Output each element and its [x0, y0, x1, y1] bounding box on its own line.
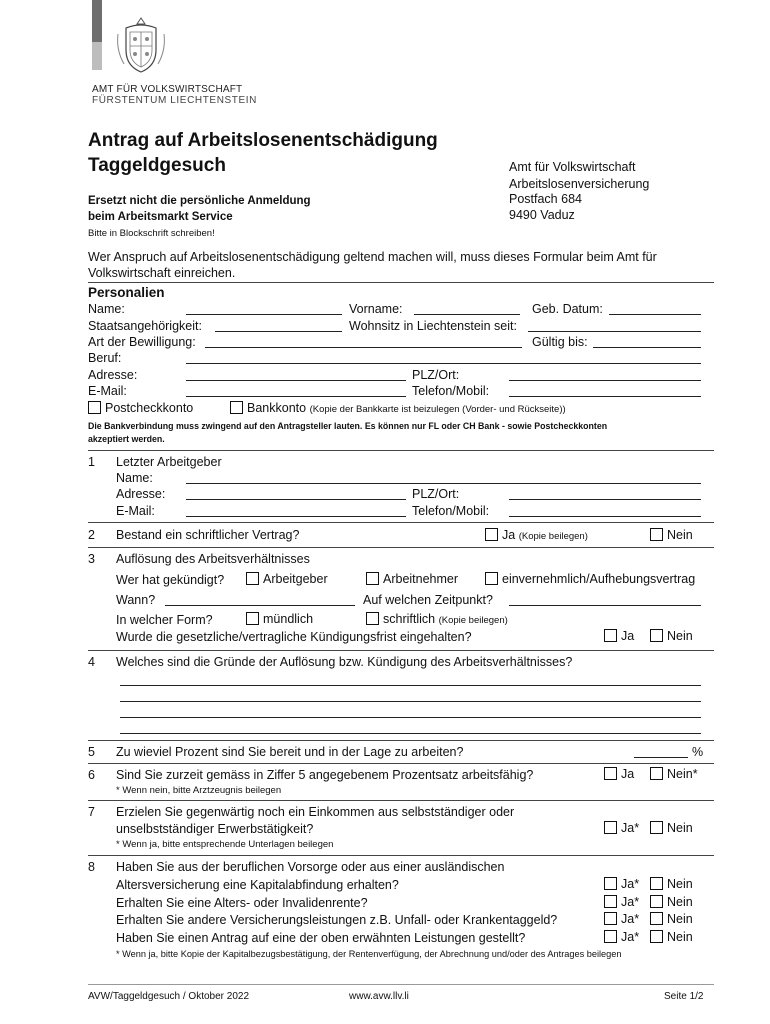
notice-blockschrift: Bitte in Blockschrift schreiben! — [88, 228, 215, 239]
q8c-ja-label: Ja* — [621, 912, 640, 926]
intro-line1: Wer Anspruch auf Arbeitslosenentschädigung geltend machen will, muss dieses Formular beim Amt für — [88, 250, 657, 264]
q8b-nein-checkbox[interactable] — [650, 895, 663, 908]
q8a-nein-option[interactable] — [650, 877, 693, 891]
footer-left: AVW/Taggeldgesuch / Oktober 2022 — [88, 991, 250, 1002]
notice-line2: beim Arbeitsmarkt Service — [88, 211, 233, 223]
divider — [88, 450, 714, 451]
q6-nein-label: Nein* — [667, 767, 698, 781]
divider — [88, 650, 714, 651]
q1-number: 1 — [88, 455, 95, 469]
q3-wann-field[interactable] — [165, 605, 355, 606]
q7-ja-option[interactable] — [604, 821, 639, 835]
label-gueltig-bis: Gültig bis: — [532, 335, 588, 349]
section-heading-personalien: Personalien — [88, 285, 165, 300]
q2-nein-option[interactable] — [650, 528, 693, 542]
q8b-ja-label: Ja* — [621, 895, 640, 909]
q3-frist-ja-checkbox[interactable] — [604, 629, 617, 642]
q8d-nein-label: Nein — [667, 930, 693, 944]
divider — [88, 855, 714, 856]
q1-adresse-field[interactable] — [186, 499, 406, 500]
q7-ja-checkbox[interactable] — [604, 821, 617, 834]
q3-muendlich-label: mündlich — [263, 612, 314, 626]
q8-text-line1: Haben Sie aus der beruflichen Vorsorge oder aus einer ausländischen — [116, 860, 505, 874]
q1-title: Letzter Arbeitgeber — [116, 455, 222, 469]
q6-text: Sind Sie zurzeit gemäss in Ziffer 5 angegebenem Prozentsatz arbeitsfähig? — [116, 768, 534, 782]
q3-arbeitgeber-option[interactable] — [246, 572, 328, 586]
email-field[interactable] — [186, 396, 406, 397]
q8d-nein-option[interactable] — [650, 930, 693, 944]
q8-number: 8 — [88, 860, 95, 874]
q7-ja-label: Ja* — [621, 821, 640, 835]
address-line4: 9490 Vaduz — [509, 208, 575, 222]
q7-text-line1: Erzielen Sie gegenwärtig noch ein Einkommen aus selbstständiger oder — [116, 805, 515, 819]
q5-text: Zu wieviel Prozent sind Sie bereit und in der Lage zu arbeiten? — [116, 745, 464, 759]
header-color-bar — [92, 0, 102, 42]
q3-frist-ja-option[interactable] — [604, 629, 634, 643]
q8-text-line4: Erhalten Sie andere Versicherungsleistungen z.B. Unfall- oder Krankentaggeld? — [116, 913, 558, 927]
q3-zeitpunkt-field[interactable] — [509, 605, 701, 606]
divider — [88, 547, 714, 548]
q1-email-field[interactable] — [186, 516, 406, 517]
divider — [88, 522, 714, 523]
q6-ja-option[interactable] — [604, 767, 634, 781]
q6-ja-label: Ja — [621, 767, 635, 781]
gueltig-bis-field[interactable] — [593, 347, 701, 348]
q3-frist-nein-label: Nein — [667, 629, 693, 643]
form-title: Antrag auf Arbeitslosenentschädigung — [88, 130, 438, 151]
q6-note: * Wenn nein, bitte Arztzeugnis beilegen — [116, 785, 282, 796]
q7-text-line2: unselbstständiger Erwerbstätigkeit? — [116, 822, 314, 836]
q7-note: * Wenn ja, bitte entsprechende Unterlagen beilegen — [116, 839, 334, 850]
q1-label-plz-ort: PLZ/Ort: — [412, 487, 460, 501]
q8a-nein-label: Nein — [667, 877, 693, 891]
q8c-ja-option[interactable] — [604, 912, 639, 926]
q2-number: 2 — [88, 528, 95, 542]
q1-name-field[interactable] — [186, 483, 701, 484]
q2-nein-checkbox[interactable] — [650, 528, 663, 541]
label-plz-ort: PLZ/Ort: — [412, 368, 460, 382]
q8a-ja-checkbox[interactable] — [604, 877, 617, 890]
label-bewilligung: Art der Bewilligung: — [88, 335, 196, 349]
q5-number: 5 — [88, 745, 95, 759]
label-adresse: Adresse: — [88, 368, 138, 382]
q3-einvernehmlich-option[interactable] — [485, 572, 695, 586]
q3-title: Auflösung des Arbeitsverhältnisses — [116, 552, 310, 566]
plz-ort-field[interactable] — [509, 380, 701, 381]
address-line3: Postfach 684 — [509, 192, 582, 206]
q6-number: 6 — [88, 768, 95, 782]
q8a-ja-label: Ja* — [621, 877, 640, 891]
q4-answer-line-3[interactable] — [120, 717, 701, 718]
form-subtitle: Taggeldgesuch — [88, 155, 226, 176]
label-email: E-Mail: — [88, 384, 127, 398]
q7-nein-option[interactable] — [650, 821, 693, 835]
adresse-field[interactable] — [186, 380, 406, 381]
bankkonto-option[interactable] — [230, 401, 566, 415]
q8c-nein-label: Nein — [667, 912, 693, 926]
q8a-nein-checkbox[interactable] — [650, 877, 663, 890]
label-beruf: Beruf: — [88, 351, 122, 365]
q8a-ja-option[interactable] — [604, 877, 639, 891]
q8d-nein-checkbox[interactable] — [650, 930, 663, 943]
divider — [88, 800, 714, 801]
q3-einvernehmlich-checkbox[interactable] — [485, 572, 498, 585]
footer-divider — [88, 984, 714, 985]
q3-form-label: In welcher Form? — [116, 613, 213, 627]
beruf-field[interactable] — [186, 363, 701, 364]
q2-ja-label: Ja — [502, 528, 516, 542]
label-name: Name: — [88, 302, 125, 316]
q7-number: 7 — [88, 805, 95, 819]
address-line2: Arbeitslosenversicherung — [509, 177, 650, 191]
q3-arbeitnehmer-checkbox[interactable] — [366, 572, 379, 585]
bankkonto-label: Bankkonto — [247, 401, 307, 415]
notice-line1: Ersetzt nicht die persönliche Anmeldung — [88, 195, 311, 207]
q3-arbeitnehmer-label: Arbeitnehmer — [383, 572, 459, 586]
q7-nein-label: Nein — [667, 821, 693, 835]
q2-ja-option[interactable] — [485, 528, 588, 542]
q1-telefon-field[interactable] — [509, 516, 701, 517]
q3-schriftlich-label: schriftlich — [383, 612, 436, 626]
q4-answer-line-1[interactable] — [120, 685, 701, 686]
name-field[interactable] — [186, 314, 342, 315]
q3-schriftlich-note: (Kopie beilegen) — [438, 615, 508, 626]
org-name-line1: AMT FÜR VOLKSWIRTSCHAFT — [92, 84, 243, 95]
q3-wer-label: Wer hat gekündigt? — [116, 573, 225, 587]
label-wohnsitz: Wohnsitz in Liechtenstein seit: — [349, 319, 517, 333]
label-telefon: Telefon/Mobil: — [412, 384, 490, 398]
q3-arbeitgeber-label: Arbeitgeber — [263, 572, 328, 586]
q3-einvernehmlich-label: einvernehmlich/Aufhebungsvertrag — [502, 572, 696, 586]
q8-note: * Wenn ja, bitte Kopie der Kapitalbezugsbestätigung, der Rentenverfügung, der Abrechnung und/oder des Antrages beilegen — [116, 949, 622, 959]
q8b-nein-option[interactable] — [650, 895, 693, 909]
q3-schriftlich-option[interactable] — [366, 612, 508, 626]
q3-frist-ja-label: Ja — [621, 629, 635, 643]
bank-requirement-line2: akzeptiert werden. — [88, 434, 165, 444]
q3-muendlich-checkbox[interactable] — [246, 612, 259, 625]
divider — [88, 282, 714, 283]
bankkonto-note: (Kopie der Bankkarte ist beizulegen (Vorder- und Rückseite)) — [309, 404, 566, 415]
q6-nein-checkbox[interactable] — [650, 767, 663, 780]
q4-answer-line-2[interactable] — [120, 701, 701, 702]
q8c-nein-option[interactable] — [650, 912, 693, 926]
q8d-ja-label: Ja* — [621, 930, 640, 944]
q2-ja-note: (Kopie beilegen) — [518, 531, 588, 542]
divider — [88, 740, 714, 741]
footer-page-number: Seite 1/2 — [664, 991, 704, 1002]
q1-plz-ort-field[interactable] — [509, 499, 701, 500]
q2-nein-label: Nein — [667, 528, 693, 542]
q6-nein-option[interactable] — [650, 767, 698, 781]
postcheckkonto-label: Postcheckkonto — [105, 401, 194, 415]
q4-text: Welches sind die Gründe der Auflösung bzw. Kündigung des Arbeitsverhältnisses? — [116, 655, 573, 669]
q8-text-line5: Haben Sie einen Antrag auf eine der oben erwähnten Leistungen gestellt? — [116, 931, 526, 945]
q3-zeitpunkt-label: Auf welchen Zeitpunkt? — [363, 593, 493, 607]
q8-text-line2: Altersversicherung eine Kapitalabfindung erhalten? — [116, 878, 399, 892]
wohnsitz-field[interactable] — [528, 331, 701, 332]
intro-line2: Volkswirtschaft einreichen. — [88, 266, 236, 280]
vorname-field[interactable] — [414, 314, 520, 315]
q8b-ja-checkbox[interactable] — [604, 895, 617, 908]
telefon-field[interactable] — [509, 396, 701, 397]
label-geb-datum: Geb. Datum: — [532, 302, 603, 316]
q4-number: 4 — [88, 655, 95, 669]
q8-text-line3: Erhalten Sie eine Alters- oder Invalidenrente? — [116, 896, 368, 910]
q8c-nein-checkbox[interactable] — [650, 912, 663, 925]
q4-answer-line-4[interactable] — [120, 733, 701, 734]
q3-arbeitgeber-checkbox[interactable] — [246, 572, 259, 585]
q8d-ja-option[interactable] — [604, 930, 639, 944]
q8d-ja-checkbox[interactable] — [604, 930, 617, 943]
label-staatsangehoerigkeit: Staatsangehörigkeit: — [88, 319, 202, 333]
q8b-nein-label: Nein — [667, 895, 693, 909]
q1-label-email: E-Mail: — [116, 504, 155, 518]
q3-arbeitnehmer-option[interactable] — [366, 572, 458, 586]
q2-text: Bestand ein schriftlicher Vertrag? — [116, 528, 300, 542]
bank-requirement-line1: Die Bankverbindung muss zwingend auf den Antragsteller lauten. Es können nur FL oder CH Bank - sowie Postcheckkonten — [88, 421, 608, 431]
q8b-ja-option[interactable] — [604, 895, 639, 909]
q1-label-telefon: Telefon/Mobil: — [412, 504, 490, 518]
q5-percent-field[interactable] — [634, 757, 688, 758]
q3-frist-text: Wurde die gesetzliche/vertragliche Kündigungsfrist eingehalten? — [116, 630, 472, 644]
postcheckkonto-checkbox[interactable] — [88, 401, 101, 414]
q2-ja-checkbox[interactable] — [485, 528, 498, 541]
q5-percent-unit: % — [692, 745, 704, 759]
q3-frist-nein-checkbox[interactable] — [650, 629, 663, 642]
q3-schriftlich-checkbox[interactable] — [366, 612, 379, 625]
header-color-bar-light — [92, 42, 102, 70]
q1-label-name: Name: — [116, 471, 153, 485]
bankkonto-checkbox[interactable] — [230, 401, 243, 414]
footer-website: www.avw.llv.li — [349, 991, 409, 1002]
coat-of-arms-icon — [112, 14, 170, 78]
bewilligung-field[interactable] — [205, 347, 522, 348]
staatsangehoerigkeit-field[interactable] — [215, 331, 342, 332]
org-name-line2: FÜRSTENTUM LIECHTENSTEIN — [92, 95, 257, 106]
divider — [88, 763, 714, 764]
q3-number: 3 — [88, 552, 95, 566]
label-vorname: Vorname: — [349, 302, 403, 316]
q3-muendlich-option[interactable] — [246, 612, 313, 626]
q3-wann-label: Wann? — [116, 593, 156, 607]
q6-ja-checkbox[interactable] — [604, 767, 617, 780]
q1-label-adresse: Adresse: — [116, 487, 166, 501]
q8c-ja-checkbox[interactable] — [604, 912, 617, 925]
postcheckkonto-option[interactable] — [88, 401, 193, 415]
q3-frist-nein-option[interactable] — [650, 629, 693, 643]
geb-datum-field[interactable] — [609, 314, 701, 315]
q7-nein-checkbox[interactable] — [650, 821, 663, 834]
address-line1: Amt für Volkswirtschaft — [509, 160, 636, 174]
